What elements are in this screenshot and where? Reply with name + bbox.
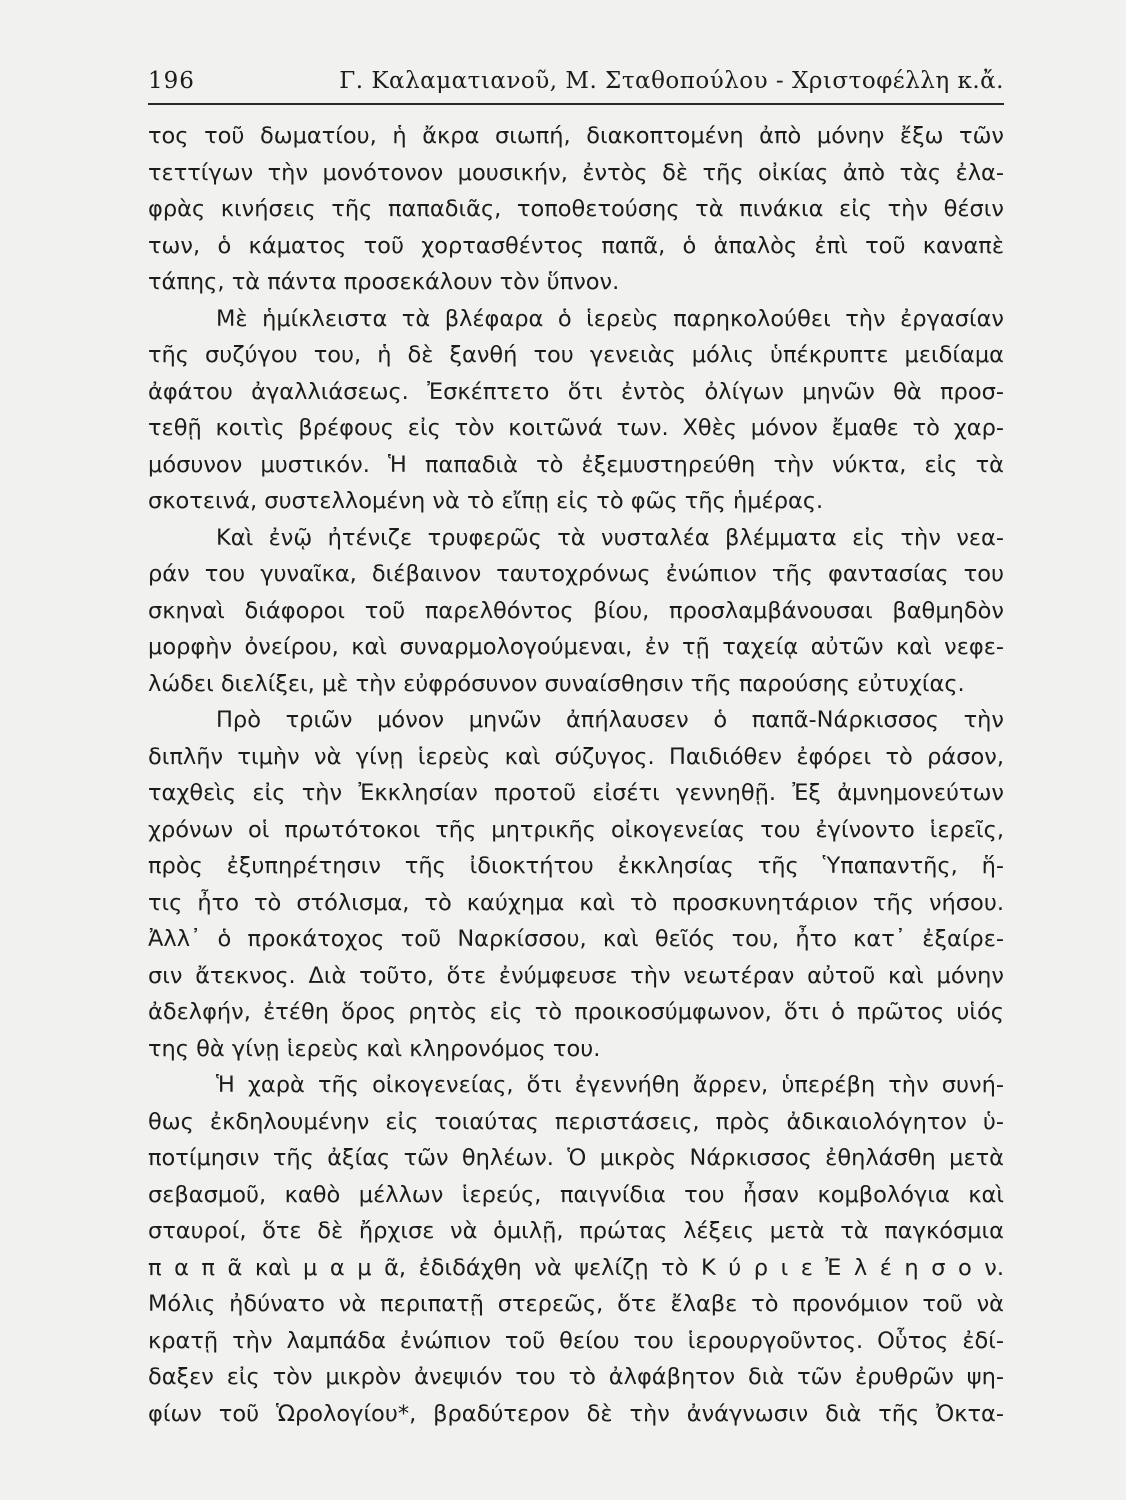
text-line: λώδει διελίξει, μὲ τὴν εὐφρόσυνον συναίσθησιν τῆς παρούσης εὐτυχίας. bbox=[148, 670, 965, 697]
text-line: ράν του γυναῖκα, διέβαινον ταυτοχρόνως ἐνώπιον τῆς φαντασίας του bbox=[148, 561, 1004, 587]
text-line: σκηναὶ διάφοροι τοῦ παρελθόντος βίου, προσλαμβάνουσαι βαθμηδὸν bbox=[148, 597, 1004, 624]
text-line: ταχθεὶς εἰς τὴν Ἐκκλησίαν προτοῦ εἰσέτι γεννηθῇ. Ἐξ ἀμνημονεύτων bbox=[148, 780, 1004, 806]
text-line: σιν ἄτεκνος. Διὰ τοῦτο, ὅτε ἐνύμφευσε τὴν νεωτέραν αὐτοῦ καὶ μόνην bbox=[148, 962, 1004, 989]
text-line: των, ὁ κάματος τοῦ χορτασθέντος παπᾶ, ὁ ἁπαλὸς ἐπὶ τοῦ καναπὲ bbox=[148, 232, 1004, 259]
text-line: τεθῇ κοιτὶς βρέφους εἰς τὸν κοιτῶνά των. Χθὲς μόνον ἔμαθε τὸ χαρ- bbox=[148, 415, 1004, 441]
text-line: διπλῆν τιμὴν νὰ γίνῃ ἱερεὺς καὶ σύζυγος. Παιδιόθεν ἐφόρει τὸ ράσον, bbox=[148, 743, 1004, 770]
text-line: χρόνων οἱ πρωτότοκοι τῆς μητρικῆς οἰκογενείας του ἐγίνοντο ἱερεῖς, bbox=[148, 816, 1004, 843]
text-line: φίων τοῦ Ὡρολογίου*, βραδύτερον δὲ τὴν ἀνάγνωσιν διὰ τῆς Ὀκτα- bbox=[148, 1400, 1004, 1427]
text-line: Καὶ ἐνῷ ἠτένιζε τρυφερῶς τὰ νυσταλέα βλέμματα εἰς τὴν νεα- bbox=[216, 524, 1004, 551]
text-line: σκοτεινά, συστελλομένη νὰ τὸ εἴπῃ εἰς τὸ φῶς τῆς ἡμέρας. bbox=[148, 488, 824, 514]
text-line: ἀφάτου ἀγαλλιάσεως. Ἐσκέπτετο ὅτι ἐντὸς ὀλίγων μηνῶν θὰ προσ- bbox=[148, 378, 1004, 405]
text-line: ἀδελφήν, ἐτέθη ὅρος ρητὸς εἰς τὸ προικοσύμφωνον, ὅτι ὁ πρῶτος υἱός bbox=[148, 999, 1004, 1025]
text-line: κρατῇ τὴν λαμπάδα ἐνώπιον τοῦ θείου του ἱερουργοῦντος. Οὗτος ἐδί- bbox=[148, 1327, 1004, 1354]
text-line: Ἀλλ᾽ ὁ προκάτοχος τοῦ Ναρκίσσου, καὶ θεῖός του, ἦτο κατ᾽ ἐξαίρε- bbox=[148, 926, 1004, 952]
page-number: 196 bbox=[148, 68, 195, 94]
text-line: πρὸς ἐξυπηρέτησιν τῆς ἰδιοκτήτου ἐκκλησίας τῆς Ὑπαπαντῆς, ἥ- bbox=[148, 853, 1004, 879]
text-line: τις ἦτο τὸ στόλισμα, τὸ καύχημα καὶ τὸ προσκυνητάριον τῆς νήσου. bbox=[148, 889, 1004, 916]
text-line: μόσυνον μυστικόν. Ἡ παπαδιὰ τὸ ἐξεμυστηρεύθη τὴν νύκτα, εἰς τὰ bbox=[148, 451, 1004, 478]
text-line: Μὲ ἡμίκλειστα τὰ βλέφαρα ὁ ἱερεὺς παρηκολούθει τὴν ἐργασίαν bbox=[216, 305, 1004, 332]
text-line: σταυροί, ὅτε δὲ ἤρχισε νὰ ὁμιλῇ, πρώτας λέξεις μετὰ τὰ παγκόσμια bbox=[148, 1218, 1004, 1244]
text-line: Πρὸ τριῶν μόνον μηνῶν ἀπήλαυσεν ὁ παπᾶ-Νάρκισσος τὴν bbox=[216, 707, 1004, 733]
text-line: δαξεν εἰς τὸν μικρὸν ἀνεψιόν του τὸ ἀλφάβητον διὰ τῶν ἐρυθρῶν ψη- bbox=[148, 1364, 1004, 1390]
text-line: π α π ᾶ καὶ μ α μ ᾶ, ἐδιδάχθη νὰ ψελίζῃ τὸ Κ ύ ρ ι ε Ἐ λ έ η σ ο ν. bbox=[148, 1254, 1004, 1281]
text-line: θως ἐκδηλουμένην εἰς τοιαύτας περιστάσεις, πρὸς ἀδικαιολόγητον ὑ- bbox=[148, 1108, 1004, 1135]
text-line: τεττίγων τὴν μονότονον μουσικήν, ἐντὸς δὲ τῆς οἰκίας ἀπὸ τὰς ἐλα- bbox=[148, 159, 1004, 186]
text-line: τάπης, τὰ πάντα προσεκάλουν τὸν ὕπνον. bbox=[148, 269, 620, 295]
body-text bbox=[148, 118, 1004, 1432]
text-line: Ἡ χαρὰ τῆς οἰκογενείας, ὅτι ἐγεννήθη ἄρρεν, ὑπερέβη τὴν συνή- bbox=[216, 1072, 1004, 1098]
header-rule bbox=[148, 103, 1004, 105]
text-line: της θὰ γίνῃ ἱερεὺς καὶ κληρονόμος του. bbox=[148, 1035, 601, 1062]
text-line: τος τοῦ δωματίου, ἡ ἄκρα σιωπή, διακοπτομένη ἀπὸ μόνην ἔξω τῶν bbox=[148, 123, 1004, 149]
text-line: Μόλις ἠδύνατο νὰ περιπατῇ στερεῶς, ὅτε ἔλαβε τὸ προνόμιον τοῦ νὰ bbox=[148, 1291, 1004, 1317]
text-line: μορφὴν ὀνείρου, καὶ συναρμολογούμεναι, ἐν τῇ ταχείᾳ αὐτῶν καὶ νεφε- bbox=[148, 634, 1004, 660]
text-line: ποτίμησιν τῆς ἀξίας τῶν θηλέων. Ὁ μικρὸς Νάρκισσος ἐθηλάσθη μετὰ bbox=[148, 1145, 1004, 1171]
running-title: Γ. Καλαματιανοῦ, Μ. Σταθοπούλου - Χριστοφέλλη κ.ἄ. bbox=[339, 68, 1004, 94]
text-line: φρὰς κινήσεις τῆς παπαδιᾶς, τοποθετούσης τὰ πινάκια εἰς τὴν θέσιν bbox=[148, 196, 1004, 222]
text-line: τῆς συζύγου του, ἡ δὲ ξανθή του γενειὰς μόλις ὑπέκρυπτε μειδίαμα bbox=[148, 342, 1004, 368]
running-head bbox=[148, 64, 1004, 104]
text-line: σεβασμοῦ, καθὸ μέλλων ἱερεύς, παιγνίδια του ἦσαν κομβολόγια καὶ bbox=[148, 1181, 1004, 1208]
